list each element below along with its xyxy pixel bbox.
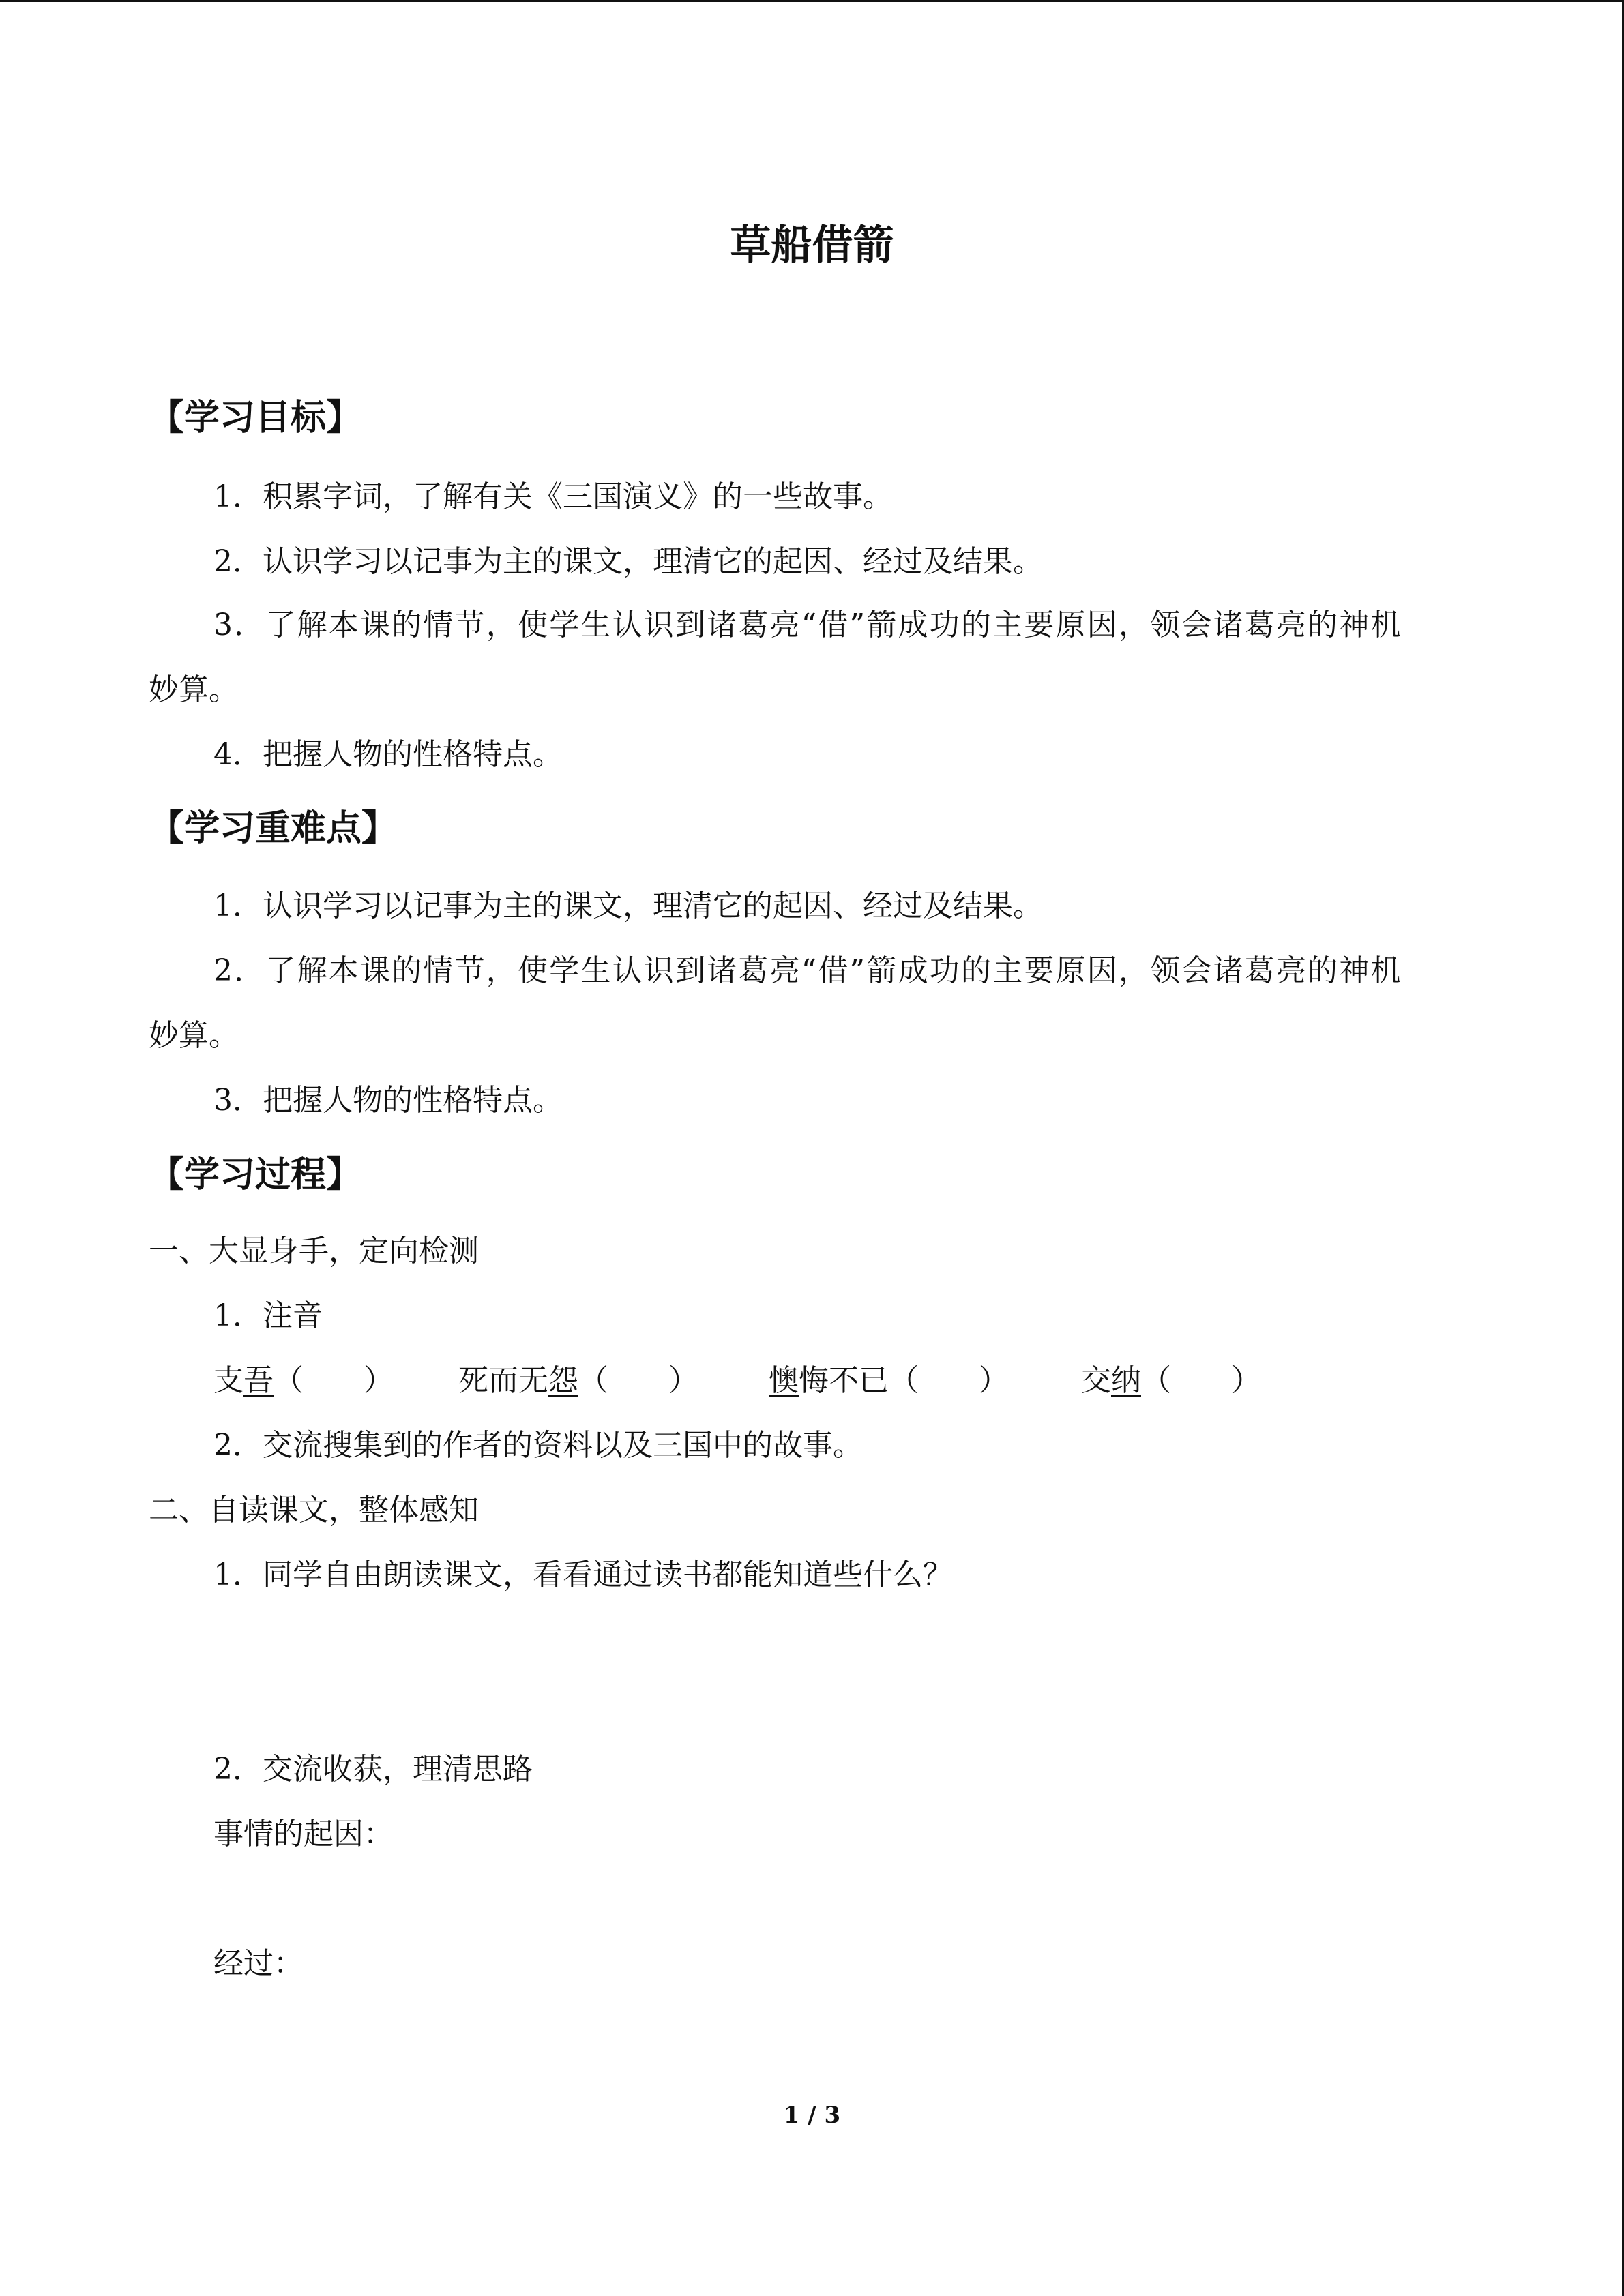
pinyin-word-1	[213, 1356, 394, 1399]
pinyin-word-1-target: 吾	[243, 1363, 274, 1398]
goal-item-1: 1．积累字词，了解有关《三国演义》的一些故事。	[213, 479, 893, 514]
part1-item-1: 1．注音	[213, 1298, 323, 1333]
pinyin-word-2-target: 怨	[548, 1363, 578, 1398]
section-heading-key-points: 【学习重难点】	[149, 808, 398, 849]
cause-label: 事情的起因：	[213, 1817, 394, 1851]
goal-item-4: 4．把握人物的性格特点。	[213, 737, 563, 772]
part2-item-2: 2．交流收获，理清思路	[213, 1752, 533, 1787]
pinyin-word-4-pre: 交	[1081, 1363, 1111, 1398]
section-heading-process: 【学习过程】	[149, 1154, 362, 1195]
goal-item-3: 3．了解本课的情节，使学生认识到诸葛亮“借”箭成功的主要原因，领会诸葛亮的神机	[213, 608, 1402, 642]
part2-item-1: 1．同学自由朗读课文，看看通过读书都能知道些什么？	[213, 1557, 953, 1592]
goal-item-2: 2．认识学习以记事为主的课文，理清它的起因、经过及结果。	[213, 544, 1043, 579]
key-point-item-1: 1．认识学习以记事为主的课文，理清它的起因、经过及结果。	[213, 889, 1043, 923]
pinyin-word-2-pre: 死而无	[458, 1363, 548, 1398]
part1-title: 一、大显身手，定向检测	[149, 1234, 479, 1268]
pinyin-word-3	[769, 1356, 1009, 1399]
part1-item-2: 2．交流搜集到的作者的资料以及三国中的故事。	[213, 1428, 863, 1463]
goal-item-3-cont: 妙算。	[149, 672, 239, 707]
pinyin-word-3-target: 懊	[769, 1363, 799, 1398]
course-label: 经过：	[213, 1946, 304, 1981]
pinyin-word-3-post: 悔不已	[799, 1363, 889, 1398]
pinyin-word-1-pre: 支	[213, 1363, 243, 1398]
pinyin-word-4	[1081, 1356, 1261, 1399]
section-heading-goals: 【学习目标】	[149, 398, 362, 438]
pinyin-word-4-target: 纳	[1111, 1363, 1141, 1398]
document-title: 草船借箭	[730, 222, 894, 269]
key-point-item-3: 3．把握人物的性格特点。	[213, 1083, 563, 1118]
page-number: 1 / 3	[783, 2102, 841, 2129]
pinyin-blank-4[interactable]: （ ）	[1141, 1363, 1261, 1398]
key-point-item-2-cont: 妙算。	[149, 1018, 239, 1053]
pinyin-word-2	[458, 1356, 698, 1399]
pinyin-blank-3[interactable]: （ ）	[889, 1363, 1009, 1398]
key-point-item-2: 2．了解本课的情节，使学生认识到诸葛亮“借”箭成功的主要原因，领会诸葛亮的神机	[213, 953, 1402, 988]
pinyin-blank-1[interactable]: （ ）	[274, 1363, 394, 1398]
page-top-border	[0, 0, 1624, 2]
pinyin-blank-2[interactable]: （ ）	[578, 1363, 698, 1398]
part2-title: 二、自读课文，整体感知	[149, 1493, 479, 1527]
